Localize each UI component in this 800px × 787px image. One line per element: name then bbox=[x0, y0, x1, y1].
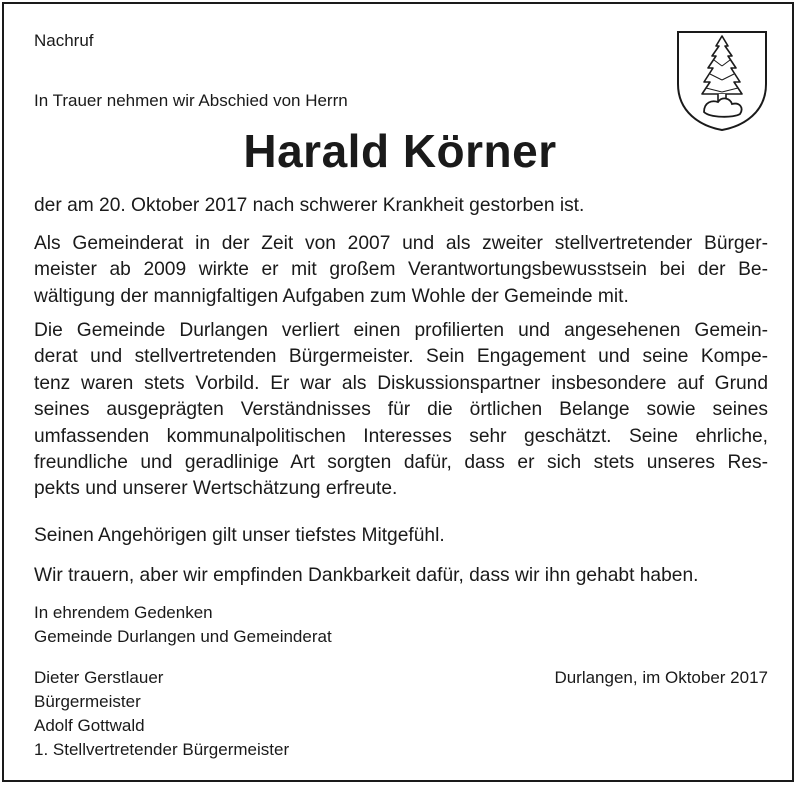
paragraph-tribute bbox=[34, 318, 768, 503]
paragraph-line: wältigung der mannigfaltigen Aufgaben zum Wohle der Gemeinde mit. bbox=[34, 285, 629, 307]
paragraph-line: umfassenden kommunalpolitischen Interesses sehr geschätzt. Seine ehrliche, bbox=[34, 425, 768, 447]
paragraph-line: derat und stellvertretenden Bürgermeister. Sein Engagement und seine Kompe- bbox=[34, 346, 768, 368]
paragraph-line: freundliche und geradlinige Art sorgten dafür, dass er sich stets unseres Res- bbox=[34, 452, 768, 474]
signatory-name: Dieter Gerstlauer bbox=[34, 668, 164, 687]
signatory-title: 1. Stellvertretender Bürgermeister bbox=[34, 740, 290, 759]
signatory-name: Adolf Gottwald bbox=[34, 716, 145, 735]
closing-line-1: In ehrendem Gedenken bbox=[34, 603, 213, 622]
closing-line-2: Gemeinde Durlangen und Gemeinderat bbox=[34, 627, 332, 646]
signatory-title: Bürgermeister bbox=[34, 692, 141, 711]
paragraph-line: tenz waren stets Vorbild. Er war als Diskussionspartner insbesondere auf Grund bbox=[34, 372, 768, 394]
intro-text: In Trauer nehmen wir Abschied von Herrn bbox=[34, 91, 348, 110]
place-date: Durlangen, im Oktober 2017 bbox=[554, 668, 768, 687]
deceased-name: Harald Körner bbox=[243, 125, 557, 177]
paragraph-line: pekts und unserer Wertschätzung erfreute. bbox=[34, 478, 398, 500]
paragraph-line: meister ab 2009 wirkte er mit großem Verantwortungsbewusstsein bei der Be- bbox=[34, 259, 768, 281]
header-label: Nachruf bbox=[34, 31, 94, 50]
paragraph-council bbox=[34, 231, 768, 310]
death-statement: der am 20. Oktober 2017 nach schwerer Krankheit gestorben ist. bbox=[34, 195, 585, 216]
coat-of-arms-icon bbox=[674, 28, 770, 132]
paragraph-line: seines ausgeprägten Verständnisses für die örtlichen Belange sowie seines bbox=[34, 399, 768, 421]
gratitude-text: Wir trauern, aber wir empfinden Dankbarkeit dafür, dass wir ihn gehabt haben. bbox=[34, 565, 699, 586]
condolence-text: Seinen Angehörigen gilt unser tiefstes Mitgefühl. bbox=[34, 525, 445, 546]
paragraph-line: Als Gemeinderat in der Zeit von 2007 und als zweiter stellvertretender Bürger- bbox=[34, 233, 768, 254]
paragraph-line: Die Gemeinde Durlangen verliert einen profilierten und angesehenen Gemein- bbox=[34, 320, 768, 341]
